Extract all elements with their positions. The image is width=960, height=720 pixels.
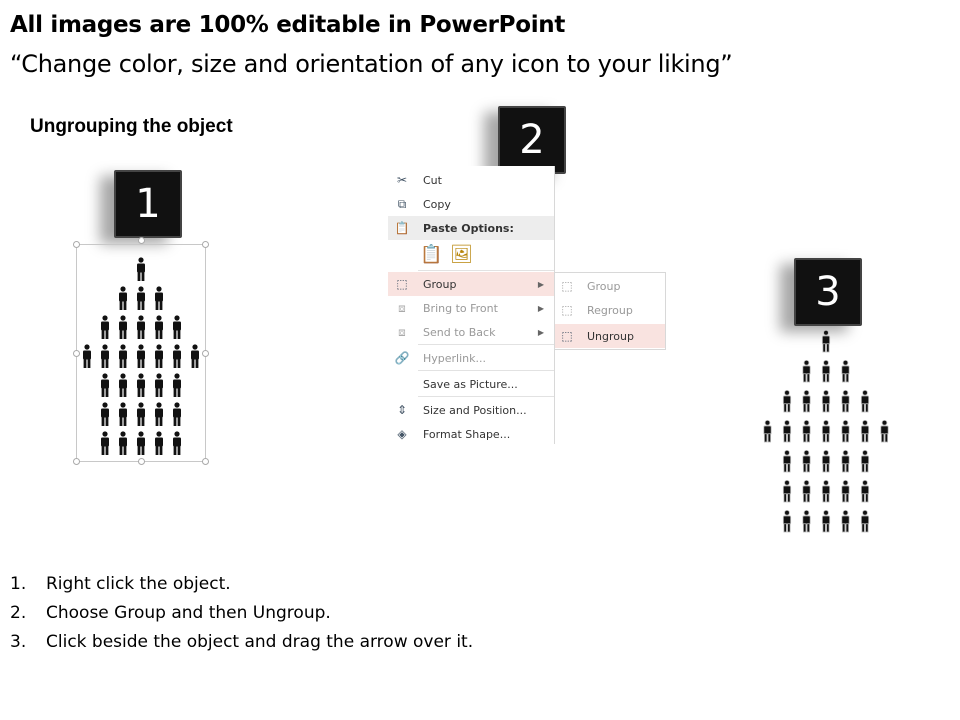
person-icon <box>842 480 849 502</box>
menu-item-send-to-back[interactable] <box>388 320 554 344</box>
person-icon <box>173 402 181 426</box>
ungroup-icon: ⬚ <box>561 329 573 343</box>
instructions-list <box>10 570 473 657</box>
section-title: Ungrouping the object <box>30 116 233 137</box>
person-icon <box>101 315 109 339</box>
rotate-handle[interactable] <box>138 237 145 244</box>
menu-label: Group <box>587 279 621 293</box>
submenu-item-ungroup[interactable] <box>555 324 665 348</box>
person-icon <box>137 344 145 368</box>
ungrouped-people-arrow-icon[interactable] <box>756 326 896 546</box>
size-position-icon: ⇕ <box>396 403 408 417</box>
submenu-item-regroup[interactable] <box>555 298 665 322</box>
person-icon <box>191 344 199 368</box>
menu-item-group[interactable] <box>388 272 554 296</box>
menu-label: Send to Back <box>423 325 496 339</box>
person-icon <box>783 420 790 442</box>
person-icon <box>119 373 127 397</box>
menu-label: Copy <box>423 197 451 211</box>
paste-icon: 📋 <box>394 221 410 235</box>
submenu-item-group[interactable] <box>555 274 665 298</box>
person-icon <box>822 510 829 532</box>
person-icon <box>155 402 163 426</box>
person-icon <box>137 286 145 310</box>
scissors-icon: ✂ <box>396 173 408 187</box>
person-icon <box>155 431 163 455</box>
menu-label: Cut <box>423 173 442 187</box>
person-icon <box>783 480 790 502</box>
paste-keep-formatting-icon[interactable]: 📋 <box>420 244 443 265</box>
person-icon <box>783 390 790 412</box>
person-icon <box>803 420 810 442</box>
person-icon <box>842 450 849 472</box>
subheadline: “Change color, size and orientation of any icon to your liking” <box>10 50 733 78</box>
person-icon <box>155 286 163 310</box>
person-icon <box>101 373 109 397</box>
copy-icon: ⧉ <box>397 196 407 211</box>
hyperlink-icon: 🔗 <box>394 351 410 365</box>
person-icon <box>101 344 109 368</box>
bring-to-front-icon: ⧈ <box>398 300 406 315</box>
context-menu <box>388 166 555 444</box>
menu-label: Bring to Front <box>423 301 498 315</box>
person-icon <box>155 315 163 339</box>
submenu-arrow-icon: ▶ <box>537 327 544 337</box>
person-icon <box>83 344 91 368</box>
person-icon <box>861 390 868 412</box>
instruction-item: 1. Right click the object. <box>10 574 231 594</box>
person-icon <box>822 480 829 502</box>
person-icon <box>101 431 109 455</box>
format-shape-icon: ◈ <box>397 427 407 441</box>
person-icon <box>822 390 829 412</box>
people-arrow-icon <box>77 245 205 461</box>
step-2-badge: 2 <box>498 106 566 174</box>
person-icon <box>861 510 868 532</box>
person-icon <box>101 402 109 426</box>
divider <box>418 270 554 271</box>
person-icon <box>803 480 810 502</box>
person-icon <box>119 431 127 455</box>
instruction-item: 3. Click beside the object and drag the arrow over it. <box>10 632 474 652</box>
person-icon <box>842 420 849 442</box>
menu-label: Regroup <box>587 303 633 317</box>
paste-picture-icon[interactable]: 🖼 <box>450 244 473 265</box>
menu-item-size-and-position[interactable] <box>388 398 554 422</box>
headline: All images are 100% editable in PowerPoint <box>10 12 566 38</box>
menu-item-bring-to-front[interactable] <box>388 296 554 320</box>
person-icon <box>155 373 163 397</box>
menu-item-format-shape[interactable] <box>388 422 554 446</box>
person-icon <box>173 373 181 397</box>
person-icon <box>119 286 127 310</box>
person-icon <box>137 315 145 339</box>
person-icon <box>137 257 145 281</box>
person-icon <box>822 420 829 442</box>
send-to-back-icon: ⧈ <box>398 324 406 339</box>
person-icon <box>861 420 868 442</box>
person-icon <box>861 480 868 502</box>
menu-item-hyperlink[interactable] <box>388 346 554 370</box>
group-submenu <box>554 272 666 350</box>
person-icon <box>137 373 145 397</box>
group-icon: ⬚ <box>396 277 408 291</box>
step-3-badge: 3 <box>794 258 862 326</box>
person-icon <box>764 420 771 442</box>
step-1-badge: 1 <box>114 170 182 238</box>
submenu-arrow-icon: ▶ <box>537 303 544 313</box>
person-icon <box>881 420 888 442</box>
menu-item-save-as-picture[interactable] <box>388 372 554 396</box>
person-icon <box>842 510 849 532</box>
person-icon <box>803 510 810 532</box>
grouped-people-arrow[interactable] <box>76 244 206 462</box>
menu-label: Save as Picture... <box>423 377 518 391</box>
person-icon <box>861 450 868 472</box>
person-icon <box>119 344 127 368</box>
person-icon <box>803 390 810 412</box>
divider <box>418 344 554 345</box>
person-icon <box>842 360 849 382</box>
divider <box>418 370 554 371</box>
person-icon <box>119 315 127 339</box>
person-icon <box>137 402 145 426</box>
person-icon <box>155 344 163 368</box>
person-icon <box>803 450 810 472</box>
person-icon <box>173 315 181 339</box>
menu-label: Paste Options: <box>423 221 514 235</box>
menu-label: Group <box>423 277 457 291</box>
menu-item-cut[interactable] <box>388 168 554 192</box>
person-icon <box>173 431 181 455</box>
person-icon <box>822 450 829 472</box>
divider <box>418 396 554 397</box>
menu-label: Hyperlink... <box>423 351 486 365</box>
person-icon <box>803 360 810 382</box>
instruction-item: 2. Choose Group and then Ungroup. <box>10 603 331 623</box>
menu-item-paste-options <box>388 216 554 240</box>
person-icon <box>173 344 181 368</box>
menu-label: Format Shape... <box>423 427 511 441</box>
person-icon <box>783 510 790 532</box>
regroup-icon: ⬚ <box>561 303 573 317</box>
menu-label: Ungroup <box>587 329 634 343</box>
group-icon: ⬚ <box>561 279 573 293</box>
submenu-arrow-icon: ▶ <box>537 279 544 289</box>
person-icon <box>137 431 145 455</box>
person-icon <box>822 330 829 352</box>
menu-label: Size and Position... <box>423 403 527 417</box>
person-icon <box>842 390 849 412</box>
person-icon <box>783 450 790 472</box>
person-icon <box>822 360 829 382</box>
paste-options-row <box>420 244 472 266</box>
menu-item-copy[interactable] <box>388 192 554 216</box>
person-icon <box>119 402 127 426</box>
